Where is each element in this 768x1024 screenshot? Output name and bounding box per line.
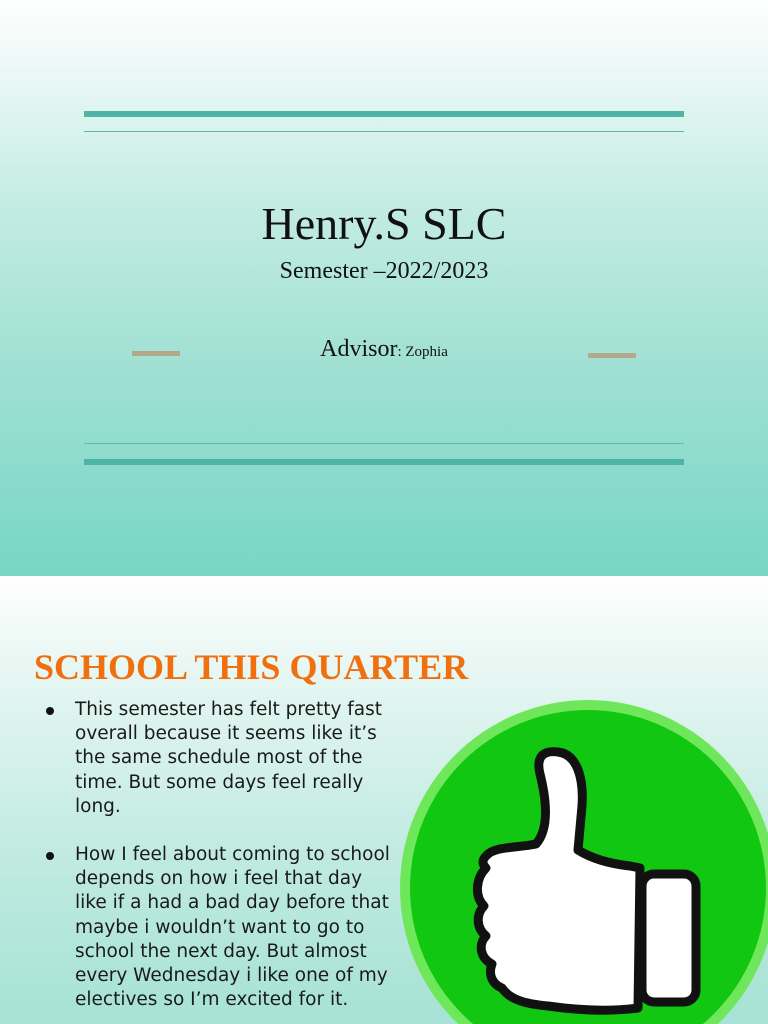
- bottom-thin-divider: [84, 443, 684, 444]
- advisor-name: : Zophia: [397, 344, 448, 360]
- top-thin-divider: [84, 131, 684, 132]
- content-slide: [0, 576, 768, 1024]
- bullet-text: This semester has felt pretty fast overall because it seems like it’s the same schedule most of the time. But some days feel really long.: [75, 699, 383, 817]
- advisor-line: [0, 334, 768, 367]
- bullet-text: How I feel about coming to school depends on how i feel that day like if a had a bad day before that maybe i wouldn’t want to go to school the next day. But almost every Wednesday i like one of my electives so I’m excited for it.: [75, 844, 390, 1011]
- slide-title: Henry.S SLC: [261, 198, 507, 249]
- bottom-thick-divider: [84, 459, 684, 465]
- slide-subtitle: Semester –2022/2023: [279, 258, 489, 284]
- bullet-list: [44, 698, 394, 1024]
- thumb-cuff: [642, 874, 696, 1002]
- content-slide-title: SCHOOL THIS QUARTER: [34, 647, 469, 687]
- list-item: [44, 843, 394, 1012]
- thumbs-up-icon: [398, 688, 768, 1024]
- top-thick-divider: [84, 111, 684, 117]
- bullet-dot: [46, 707, 54, 715]
- bullet-dot: [46, 852, 54, 860]
- advisor-label: Advisor: [320, 336, 398, 362]
- list-item: [44, 698, 394, 819]
